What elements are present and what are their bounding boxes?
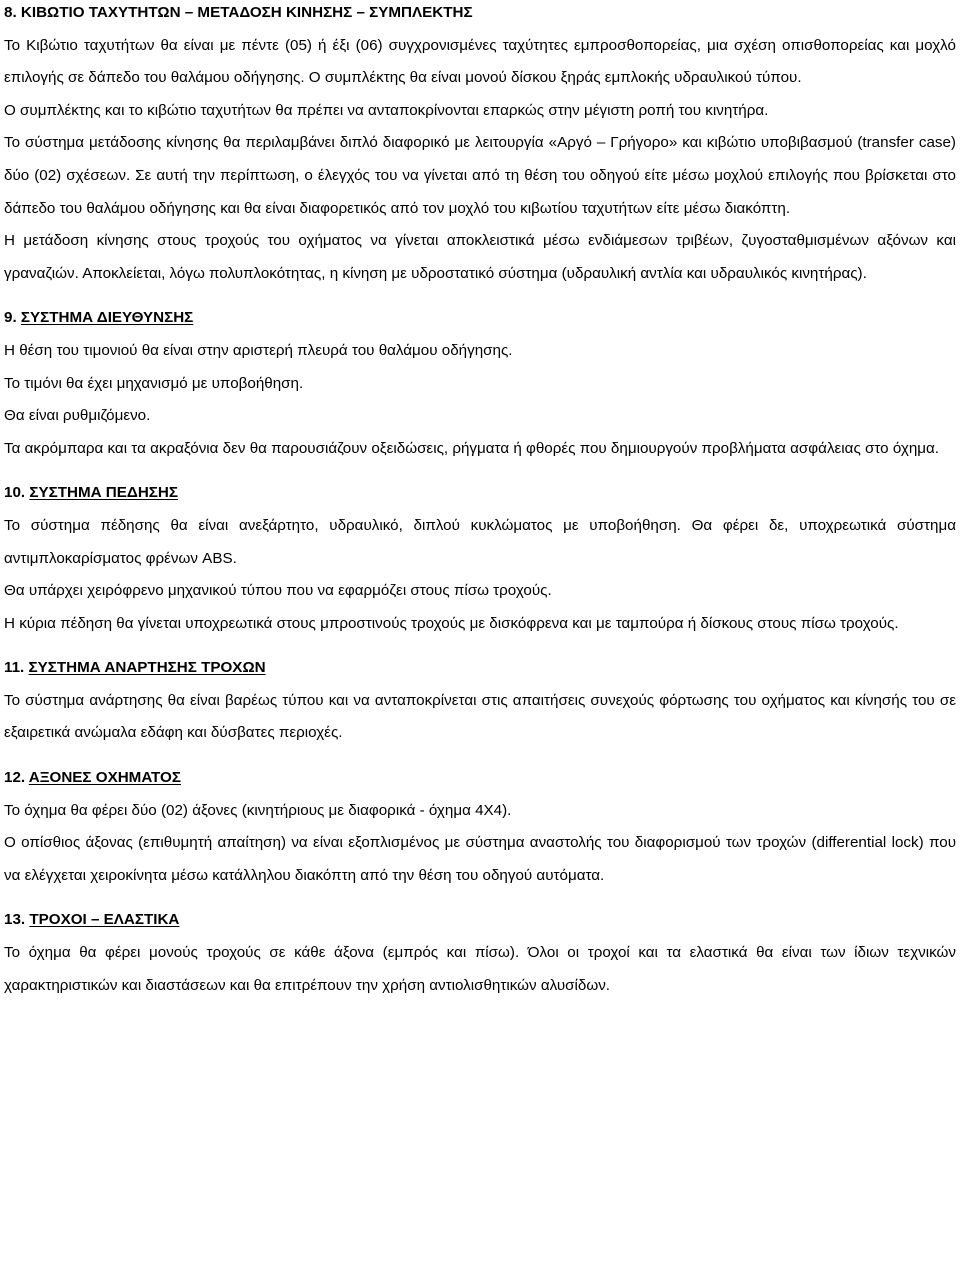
section-steering xyxy=(4,302,956,465)
section-suspension xyxy=(4,652,956,750)
section-number: 9. xyxy=(4,309,17,327)
paragraph: Η θέση του τιμονιού θα είναι στην αριστερή πλευρά του θαλάμου οδήγησης. xyxy=(4,341,513,359)
section-heading xyxy=(4,302,956,335)
paragraph: Το τιμόνι θα έχει μηχανισμό με υποβοήθηση. xyxy=(4,374,304,392)
section-axles xyxy=(4,762,956,892)
section-heading xyxy=(4,904,956,937)
section-braking xyxy=(4,477,956,640)
section-title: ΚΙΒΩΤΙΟ ΤΑΧΥΤΗΤΩΝ – ΜΕΤΑΔΟΣΗ ΚΙΝΗΣΗΣ – ΣΥΜΠΛΕΚΤΗΣ xyxy=(20,4,473,21)
paragraph: Το όχημα θα φέρει μονούς τροχούς σε κάθε άξονα (εμπρός και πίσω). Όλοι οι τροχοί και τα ελαστικά θα είναι των ίδιων τεχνικών χαρακτηριστικών και διαστάσεων και θα επιτρέπουν την χρήση αντιολισθητικών αλυσίδων. xyxy=(4,944,956,994)
section-title: ΣΥΣΤΗΜΑ ΠΕΔΗΣΗΣ xyxy=(29,484,178,502)
section-number: 11. xyxy=(4,659,25,677)
section-heading xyxy=(4,477,956,510)
paragraph: Ο συμπλέκτης και το κιβώτιο ταχυτήτων θα πρέπει να ανταποκρίνονται επαρκώς στην μέγιστη ροπή του κινητήρα. xyxy=(4,101,769,119)
paragraph: Ο οπίσθιος άξονας (επιθυμητή απαίτηση) να είναι εξοπλισμένος με σύστημα αναστολής του διαφορισμού των τροχών (differential lock) που να ελέγχεται χειροκίνητα μέσω κατάλληλου διακόπτη από την θέση του οδηγού αυτόματα. xyxy=(4,834,956,884)
document-page xyxy=(4,0,956,1002)
section-title: ΣΥΣΤΗΜΑ ΔΙΕΥΘΥΝΣΗΣ xyxy=(20,309,194,327)
paragraph: Το σύστημα πέδησης θα είναι ανεξάρτητο, υδραυλικό, διπλού κυκλώματος με υποβοήθηση. Θα φέρει δε, υποχρεωτικά σύστημα αντιμπλοκαρίσματος φρένων ABS. xyxy=(4,516,956,567)
section-gearbox xyxy=(4,0,956,290)
section-number: 12. xyxy=(4,769,26,787)
paragraph: Το σύστημα ανάρτησης θα είναι βαρέως τύπου και να ανταποκρίνεται στις απαιτήσεις συνεχούς φόρτωσης του οχήματος και κίνησής του σε εξαιρετικά ανώμαλα εδάφη και δύσβατες περιοχές. xyxy=(4,691,956,742)
section-number: 8. xyxy=(4,4,17,21)
section-title: ΑΞΟΝΕΣ ΟΧΗΜΑΤΟΣ xyxy=(28,769,181,787)
section-number: 10. xyxy=(4,484,26,502)
paragraph: Το σύστημα μετάδοσης κίνησης θα περιλαμβάνει διπλό διαφορικό με λειτουργία «Αργό – Γρήγορο» και κιβώτιο υποβιβασμού (transfer case) δύο (02) σχέσεων. Σε αυτή την περίπτωση, ο έλεγχός του να γίνεται από τη θέση του οδηγού είτε μέσω μοχλού επιλογής που βρίσκεται στο δάπεδο του θαλάμου οδήγησης και θα είναι διαφορετικός από τον μοχλό του κιβωτίου ταχυτήτων είτε μέσω διακόπτη. xyxy=(4,134,956,217)
paragraph: Τα ακρόμπαρα και τα ακραξόνια δεν θα παρουσιάζουν οξειδώσεις, ρήγματα ή φθορές που δημιουργούν προβλήματα ασφάλειας στο όχημα. xyxy=(4,439,940,457)
paragraph: Το όχημα θα φέρει δύο (02) άξονες (κινητήριους με διαφορικά - όχημα 4Χ4). xyxy=(4,801,512,819)
section-heading xyxy=(4,652,956,685)
paragraph: Θα είναι ρυθμιζόμενο. xyxy=(4,407,151,425)
section-wheels-tires xyxy=(4,904,956,1002)
section-heading xyxy=(4,0,956,30)
paragraph: Η κύρια πέδηση θα γίνεται υποχρεωτικά στους μπροστινούς τροχούς με δισκόφρενα και με ταμπούρα ή δίσκους στους πίσω τροχούς. xyxy=(4,614,899,632)
section-title: ΤΡΟΧΟΙ – ΕΛΑΣΤΙΚΑ xyxy=(29,911,180,929)
section-number: 13. xyxy=(4,911,26,929)
section-heading xyxy=(4,762,956,795)
paragraph: Η μετάδοση κίνησης στους τροχούς του οχήματος να γίνεται αποκλειστικά μέσω ενδιάμεσων τριβέων, ζυγοσταθμισμένων αξόνων και γραναζιών. Αποκλείεται, λόγω πολυπλοκότητας, η κίνηση με υδροστατικό σύστημα (υδραυλική αντλία και υδραυλικός κινητήρας). xyxy=(4,232,956,282)
paragraph: Το Κιβώτιο ταχυτήτων θα είναι με πέντε (05) ή έξι (06) συγχρονισμένες ταχύτητες εμπροσθοπορείας, μια σχέση οπισθοπορείας και μοχλό επιλογής σε δάπεδο του θαλάμου οδήγησης. Ο συμπλέκτης θα είναι μονού δίσκου ξηράς εμπλοκής υδραυλικού τύπου. xyxy=(4,36,956,87)
section-title: ΣΥΣΤΗΜΑ ΑΝΑΡΤΗΣΗΣ ΤΡΟΧΩΝ xyxy=(28,659,266,677)
paragraph: Θα υπάρχει χειρόφρενο μηχανικού τύπου που να εφαρμόζει στους πίσω τροχούς. xyxy=(4,582,552,600)
